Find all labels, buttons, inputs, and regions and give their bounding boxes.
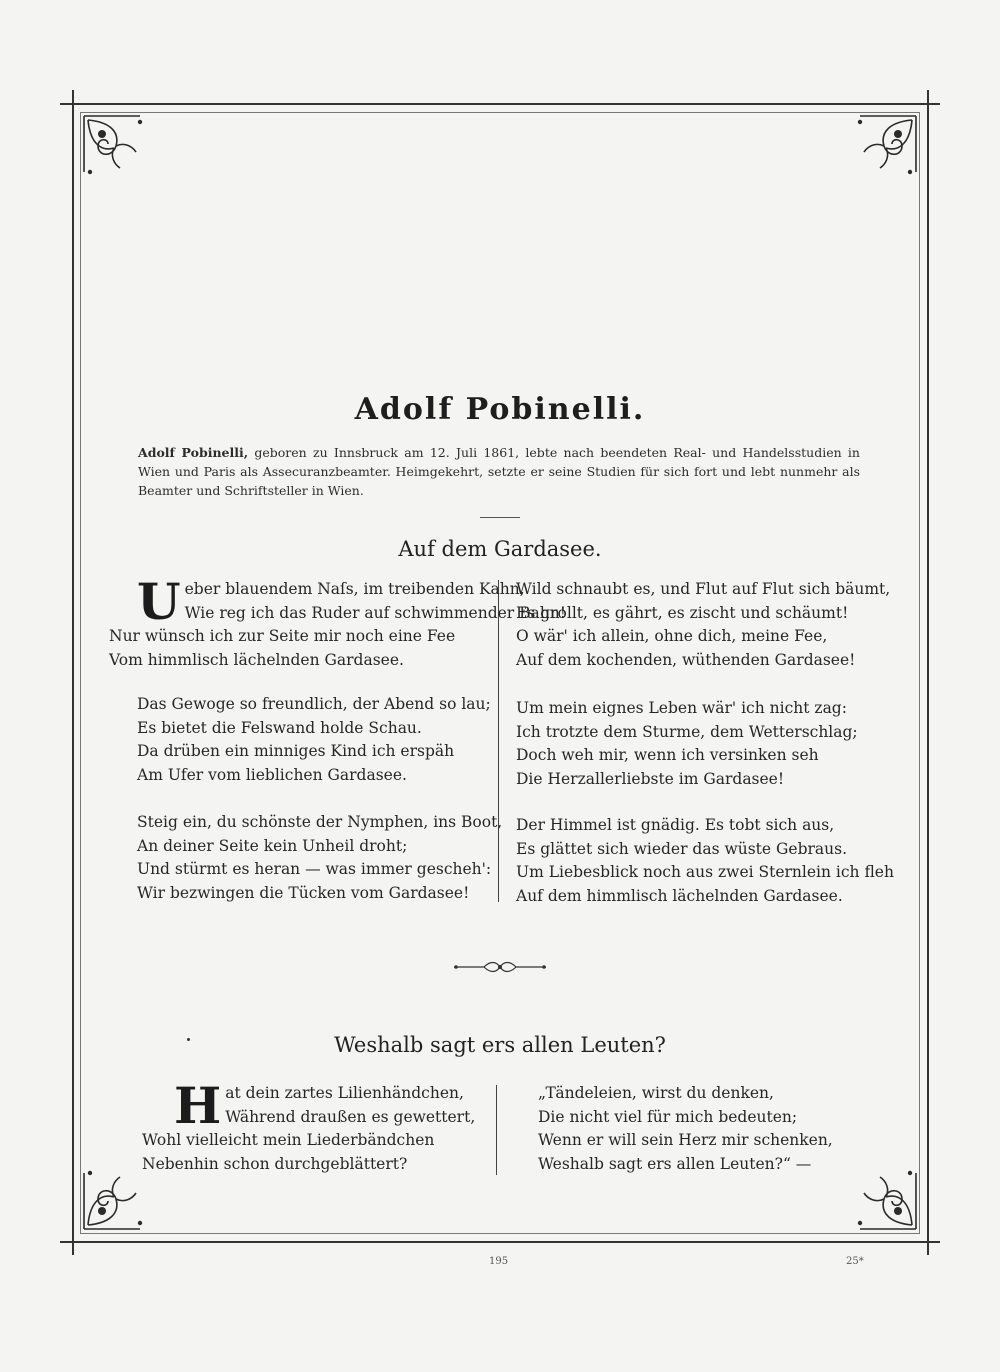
verse-line: „Tändeleien, wirst du denken, xyxy=(538,1084,774,1102)
verse-line: Wohl vielleicht mein Liederbändchen xyxy=(142,1131,435,1149)
frame-bottom-rule xyxy=(60,1241,940,1243)
poem2-left-stanza xyxy=(142,1076,476,1176)
poem1-right-stanza-2 xyxy=(516,697,858,791)
verse-line: Es glättet sich wieder das wüste Gebraus. xyxy=(516,839,848,858)
verse-line: Die Herzallerliebste im Gardasee! xyxy=(516,769,785,788)
verse-line: O wär' ich allein, ohne dich, meine Fee, xyxy=(516,627,828,645)
verse-line: Da drüben ein minniges Kind ich erspäh xyxy=(137,742,455,760)
verse-line: Ich trotzte dem Sturme, dem Wetterschlag; xyxy=(516,722,858,741)
verse-line: Wild schnaubt es, und Flut auf Flut sich bäumt, xyxy=(516,580,891,598)
poem2-title: Weshalb sagt ers allen Leuten? xyxy=(334,1033,666,1057)
verse-line: Und stürmt es heran — was immer gescheh': xyxy=(137,860,492,878)
poem2-right-stanza xyxy=(538,1082,833,1176)
verse-line: Es grollt, es gährt, es zischt und schäumt! xyxy=(516,603,849,622)
verse-line: Wir bezwingen die Tücken vom Gardasee! xyxy=(137,883,470,902)
author-bio xyxy=(138,443,860,500)
poem1-left-stanza-3 xyxy=(137,811,502,905)
author-heading: Adolf Pobinelli. xyxy=(354,392,646,427)
verse-line: Doch weh mir, wenn ich versinken seh xyxy=(516,746,819,764)
verse-line: Es bietet die Felswand holde Schau. xyxy=(137,718,422,737)
frame-inner-bottom xyxy=(80,1233,920,1234)
verse-line: Weshalb sagt ers allen Leuten?“ — xyxy=(538,1154,812,1173)
verse-line: An deiner Seite kein Unheil droht; xyxy=(137,836,408,855)
corner-ornament-top-right-icon xyxy=(848,112,920,184)
verse-line: Der Himmel ist gnädig. Es tobt sich aus, xyxy=(516,816,835,834)
poem2-dropcap: H xyxy=(174,1076,222,1135)
poem1-dropcap: U xyxy=(137,572,181,631)
poem1-right-stanza-1 xyxy=(516,578,890,672)
poem1-left-stanza-2 xyxy=(137,693,491,787)
section-divider xyxy=(480,517,520,518)
verse-line: Nur wünsch ich zur Seite mir noch eine Fee xyxy=(109,627,456,645)
frame-inner-left xyxy=(80,112,81,1234)
ornamental-divider-icon xyxy=(452,960,548,974)
verse-line: Auf dem kochenden, wüthenden Gardasee! xyxy=(516,650,856,669)
verse-line: Um Liebesblick noch aus zwei Sternlein ich fleh xyxy=(516,863,894,881)
frame-right-rule xyxy=(927,90,929,1255)
verse-line: Steig ein, du schönste der Nymphen, ins Boot, xyxy=(137,813,503,831)
bio-text: geboren zu Innsbruck am 12. Juli 1861, lebte nach beendeten Real- und Handelsstudien in Wien und Paris als Assecuranzbeamter. Heimgekehrt, setzte er seine Studien für sich fort und lebt nunmehr als Beamter und Schriftsteller in Wien. xyxy=(138,445,860,498)
page-number: 195 xyxy=(489,1256,509,1267)
verse-line: Während draußen es gewettert, xyxy=(225,1107,476,1126)
signature-mark: 25* xyxy=(846,1256,864,1267)
verse-line: Wenn er will sein Herz mir schenken, xyxy=(538,1131,833,1149)
verse-line: Auf dem himmlisch lächelnden Gardasee. xyxy=(516,886,843,905)
verse-line: Wie reg ich das Ruder auf schwimmender Bahn! xyxy=(184,603,566,622)
poem1-title: Auf dem Gardasee. xyxy=(398,537,602,561)
corner-ornament-bottom-right-icon xyxy=(848,1161,920,1233)
verse-line: Am Ufer vom lieblichen Gardasee. xyxy=(137,765,407,784)
verse-line: Das Gewoge so freundlich, der Abend so lau; xyxy=(137,695,491,713)
verse-line: Vom himmlisch lächelnden Gardasee. xyxy=(109,650,404,669)
frame-inner-right xyxy=(919,112,920,1234)
poem2-column-divider xyxy=(496,1085,497,1175)
corner-ornament-top-left-icon xyxy=(80,112,152,184)
frame-top-rule xyxy=(60,103,940,105)
bio-author-name: Adolf Pobinelli, xyxy=(138,445,249,460)
poem1-left-stanza-1 xyxy=(109,572,566,672)
poem1-right-stanza-3 xyxy=(516,814,894,908)
verse-line: at dein zartes Lilienhändchen, xyxy=(225,1084,464,1102)
verse-line: eber blauendem Naſs, im treibenden Kahn, xyxy=(184,580,525,598)
verse-line: Um mein eignes Leben wär' ich nicht zag: xyxy=(516,699,847,717)
frame-left-rule xyxy=(72,90,74,1255)
verse-line: Nebenhin schon durchgeblättert? xyxy=(142,1154,408,1173)
verse-line: Die nicht viel für mich bedeuten; xyxy=(538,1107,798,1126)
frame-inner-top xyxy=(80,112,920,113)
